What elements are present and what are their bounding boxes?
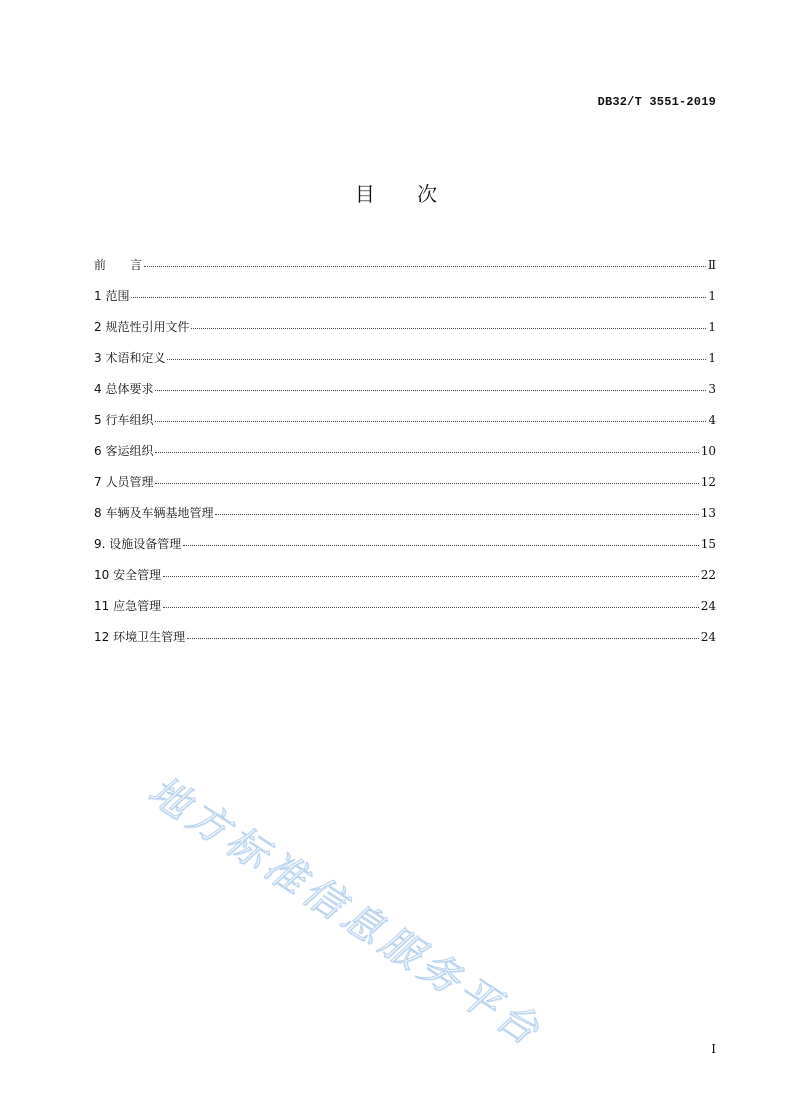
- toc-leader-dots: [155, 389, 706, 391]
- toc-entry-environmental-hygiene[interactable]: [94, 628, 716, 659]
- toc-leader-dots: [163, 606, 699, 608]
- toc-entry-page: 10: [700, 444, 716, 458]
- toc-entry-foreword[interactable]: [94, 256, 716, 287]
- toc-entry-label: 4 总体要求: [94, 382, 154, 396]
- toc-entry-page: 15: [700, 537, 716, 551]
- toc-entry-page: 13: [700, 506, 716, 520]
- toc-entry-page: 4: [708, 413, 716, 427]
- page-title: 目 次: [354, 182, 456, 206]
- toc-entry-personnel-management[interactable]: [94, 473, 716, 504]
- toc-entry-label: 7 人员管理: [94, 475, 154, 489]
- page-number: I: [711, 1042, 716, 1056]
- toc-entry-page: Ⅱ: [707, 258, 716, 272]
- toc-entry-train-operation[interactable]: [94, 411, 716, 442]
- toc-entry-page: 1: [708, 320, 716, 334]
- toc-entry-label: 9. 设施设备管理: [94, 537, 182, 551]
- toc-entry-page: 24: [700, 599, 716, 613]
- toc-entry-passenger-service[interactable]: [94, 442, 716, 473]
- toc-leader-dots: [187, 637, 699, 639]
- toc-entry-normative-references[interactable]: [94, 318, 716, 349]
- toc-entry-label: 10 安全管理: [94, 568, 162, 582]
- toc-entry-safety-management[interactable]: [94, 566, 716, 597]
- toc-entry-label: 12 环境卫生管理: [94, 630, 186, 644]
- toc-entry-general-requirements[interactable]: [94, 380, 716, 411]
- toc-leader-dots: [155, 451, 698, 453]
- toc-entry-label: 2 规范性引用文件: [94, 320, 190, 334]
- toc-entry-page: 22: [700, 568, 716, 582]
- table-of-contents: [94, 256, 716, 659]
- toc-entry-label: 前 言: [94, 258, 143, 272]
- toc-entry-scope[interactable]: [94, 287, 716, 318]
- toc-entry-terms-definitions[interactable]: [94, 349, 716, 380]
- toc-leader-dots: [144, 265, 706, 267]
- toc-leader-dots: [167, 358, 706, 360]
- toc-leader-dots: [155, 482, 698, 484]
- toc-entry-label: 5 行车组织: [94, 413, 154, 427]
- toc-entry-page: 24: [700, 630, 716, 644]
- toc-leader-dots: [183, 544, 698, 546]
- toc-entry-facility-management[interactable]: [94, 535, 716, 566]
- toc-entry-page: 1: [708, 351, 716, 365]
- watermark: 地方标准信息服务平台: [140, 767, 551, 1057]
- toc-entry-vehicle-depot-management[interactable]: [94, 504, 716, 535]
- toc-leader-dots: [191, 327, 706, 329]
- toc-entry-page: 12: [700, 475, 716, 489]
- toc-entry-label: 1 范围: [94, 289, 130, 303]
- toc-leader-dots: [163, 575, 699, 577]
- toc-entry-page: 1: [708, 289, 716, 303]
- toc-entry-label: 8 车辆及车辆基地管理: [94, 506, 214, 520]
- document-code: DB32/T 3551-2019: [597, 95, 716, 109]
- toc-leader-dots: [215, 513, 698, 515]
- toc-entry-label: 3 术语和定义: [94, 351, 166, 365]
- toc-leader-dots: [155, 420, 706, 422]
- toc-entry-label: 11 应急管理: [94, 599, 162, 613]
- toc-entry-label: 6 客运组织: [94, 444, 154, 458]
- toc-entry-emergency-management[interactable]: [94, 597, 716, 628]
- toc-leader-dots: [131, 296, 706, 298]
- toc-entry-page: 3: [708, 382, 716, 396]
